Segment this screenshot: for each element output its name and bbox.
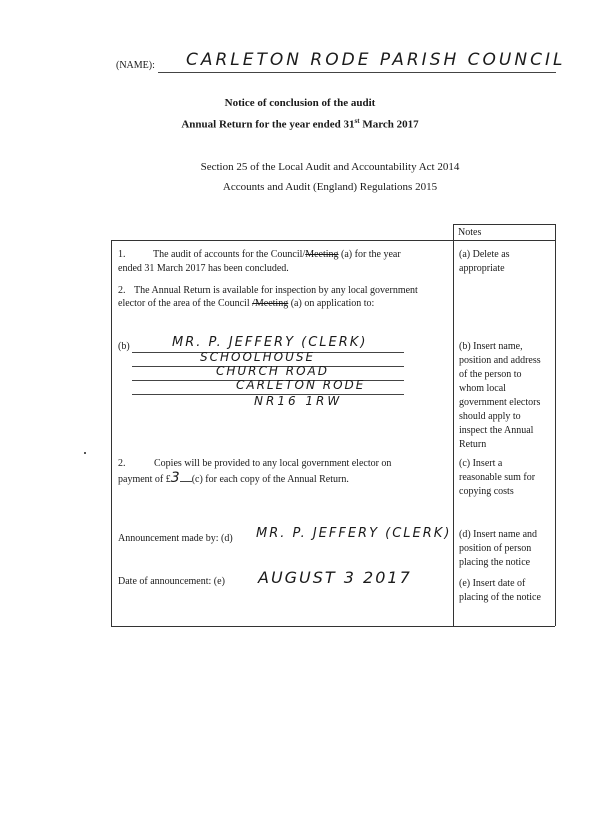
note-c: (c) Insert a reasonable sum for copying costs [459, 458, 536, 497]
table-right-border [555, 224, 556, 626]
name-underline [158, 72, 556, 73]
scan-speck [84, 452, 86, 454]
announcement-label: Announcement made by: (d) [118, 533, 233, 544]
table-divider [453, 224, 454, 626]
act-reference: Section 25 of the Local Audit and Accountability Act 2014 [200, 161, 460, 173]
note-a: (a) Delete as appropriate [459, 249, 510, 274]
date-value: AUGUST 3 2017 [258, 568, 412, 587]
item2-text: The Annual Return is available for inspection by any local government [134, 285, 418, 296]
address-line-name: MR. P. JEFFERY (CLERK) [172, 335, 368, 350]
name-label: (NAME): [116, 60, 155, 71]
table-left-border [111, 240, 112, 626]
note-b: (b) Insert name, position and address of the person to whom local government electors should apply to inspect the Annual Return [459, 341, 541, 450]
copies-text: Copies will be provided to any local government elector on [154, 458, 392, 469]
notes-top-border [453, 224, 555, 225]
table-top-border [111, 240, 555, 241]
notes-header: Notes [458, 227, 482, 238]
address-label: (b) [118, 341, 130, 352]
notice-title: Notice of conclusion of the audit [224, 97, 376, 109]
address-line-house: SCHOOLHOUSE [200, 350, 316, 364]
address-line-village: CARLETON RODE [236, 378, 366, 392]
announcement-value: MR. P. JEFFERY (CLERK) [256, 526, 452, 541]
copies-number: 2. [118, 458, 126, 469]
table-bottom-border [111, 626, 555, 627]
item1-text-line2: ended 31 March 2017 has been concluded. [118, 263, 289, 274]
note-e: (e) Insert date of placing of the notice [459, 578, 541, 603]
address-line-road: CHURCH ROAD [216, 364, 329, 378]
annual-return-title: Annual Return for the year ended 31st March 2017 [181, 117, 419, 131]
council-name: CARLETON RODE PARISH COUNCIL [186, 50, 566, 70]
item1-number: 1. [118, 249, 126, 260]
address-line-postcode: NR16 1RW [254, 394, 343, 408]
item2-text-line2: elector of the area of the Council /Meeting (a) on application to: [118, 298, 375, 309]
item2-number: 2. [118, 285, 126, 296]
copies-text-line2: payment of £3 (c) for each copy of the Annual Return. [118, 470, 349, 486]
date-label: Date of announcement: (e) [118, 576, 225, 587]
note-d: (d) Insert name and position of person placing the notice [459, 529, 538, 568]
regulations-reference: Accounts and Audit (England) Regulations 2015 [222, 181, 438, 193]
item1-text: The audit of accounts for the Council/Meeting (a) for the year [153, 249, 401, 260]
